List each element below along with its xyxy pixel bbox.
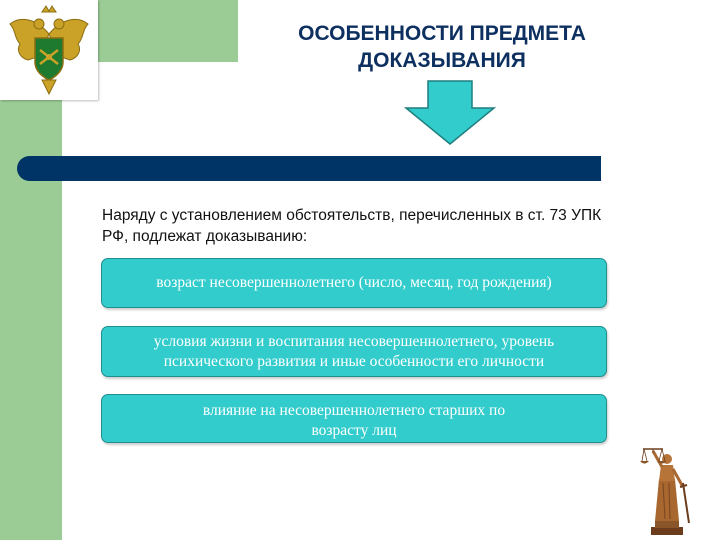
item-box-elder-influence — [101, 394, 607, 443]
emblem-frame — [0, 0, 98, 100]
down-arrow-icon — [404, 80, 496, 146]
intro-text: Наряду с установлением обстоятельств, перечисленных в ст. 73 УПК РФ, подлежат доказыванию: — [102, 207, 602, 245]
header-divider-bar — [17, 156, 601, 181]
slide-title-line-2: ДОКАЗЫВАНИЯ — [358, 49, 526, 72]
lady-justice-statue-icon — [637, 443, 699, 537]
item-box-age — [101, 258, 607, 308]
slide-title — [262, 20, 622, 74]
item-box-living-conditions — [101, 326, 607, 377]
item-text: условия жизни и воспитания несовершеннолетнего, уровень психического развития и иные особенности его личности — [153, 332, 555, 370]
item-text: возраст несовершеннолетнего (число, месяц, год рождения) — [156, 274, 552, 291]
double-headed-eagle-emblem-icon — [6, 4, 92, 96]
item-text: влияние на несовершеннолетнего старших по возрасту лиц — [202, 402, 506, 439]
top-decor-square — [98, 0, 238, 62]
slide-title-line-1: ОСОБЕННОСТИ ПРЕДМЕТА — [298, 22, 586, 45]
